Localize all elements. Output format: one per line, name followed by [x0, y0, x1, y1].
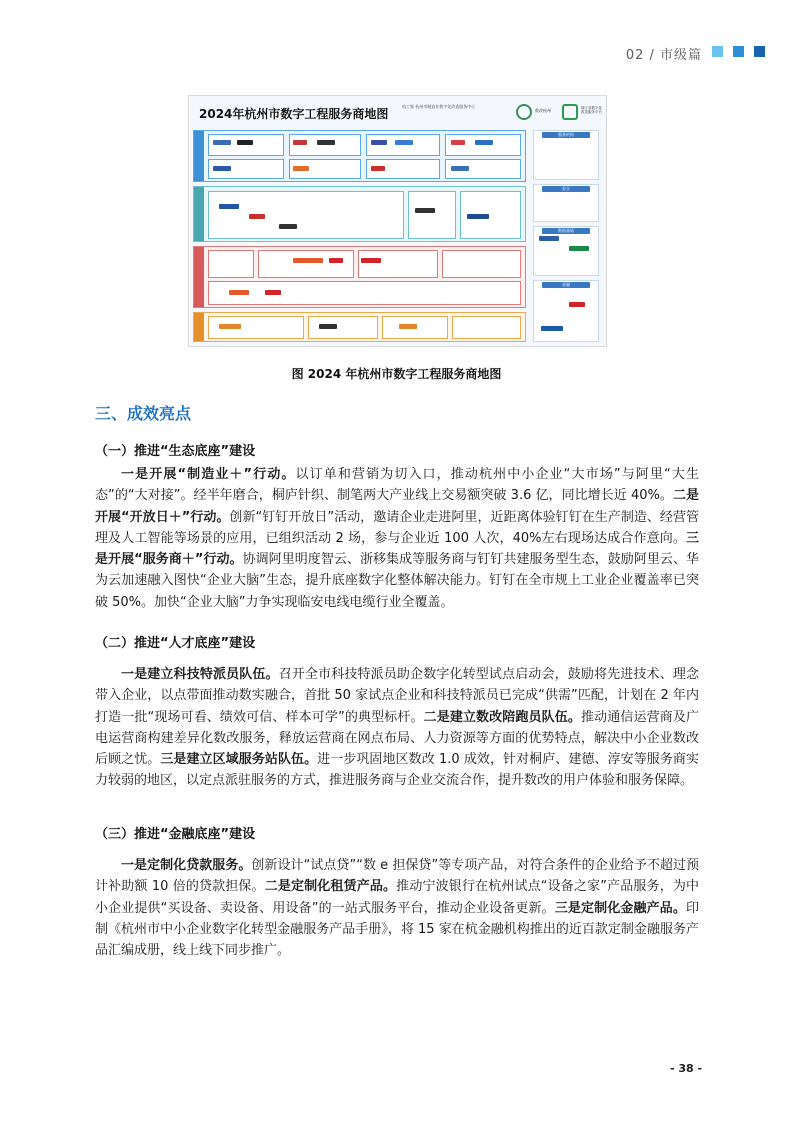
map-sub-box: [208, 191, 404, 239]
shugai-logo-icon: [516, 104, 532, 120]
map-sub-box: [366, 134, 440, 156]
body-text: 推动宁波银行在杭州试点“设备之家”产品服务，为中小企业提供“买设备、卖设备、用设备”的一站式服务平台，推动企业设备更新。: [95, 879, 699, 916]
company-logo-icon: [293, 140, 307, 145]
company-logo-icon: [329, 258, 343, 263]
bold-lead: 二是定制化租赁产品。: [264, 879, 397, 895]
paragraph-talent: [95, 664, 699, 792]
map-row-label: [194, 187, 204, 241]
subheading-finance: （三）推进“金融底座”建设: [95, 827, 256, 842]
body-text: 创新设计“试点贷”“数 e 担保贷”等专项产品，对符合条件的企业给予不超过预计补助额 10 倍的贷款担保。: [95, 858, 699, 895]
body-text: 进一步巩固地区数改 1.0 成效，针对桐庐、建德、淳安等服务商实力较弱的地区，以定点派驻服务的方式，推进服务商与企业交流合作，提升数改的用户体验和服务保障。: [95, 752, 699, 789]
paragraph-finance: [95, 855, 699, 961]
company-logo-icon: [265, 290, 281, 295]
company-logo-icon: [219, 204, 239, 209]
map-sub-box: [289, 134, 361, 156]
company-logo-icon: [361, 258, 381, 263]
bold-lead: 二是开展“开放日＋”行动。: [95, 488, 699, 525]
company-logo-icon: [395, 140, 413, 145]
map-sub-box: [208, 250, 254, 278]
page-number: - 38 -: [670, 1062, 703, 1075]
company-logo-icon: [475, 140, 493, 145]
map-side-column: [533, 226, 599, 276]
map-row-band: [193, 246, 526, 308]
map-sub-box: [452, 316, 521, 339]
company-logo-icon: [229, 290, 249, 295]
bold-lead: 一是建立科技特派员队伍。: [121, 667, 279, 682]
map-sub-box: [358, 250, 438, 278]
map-side-column: [533, 130, 599, 180]
company-logo-icon: [317, 140, 335, 145]
company-logo-icon: [293, 258, 323, 263]
map-sub-box: [208, 134, 284, 156]
section-title: 三、成效亮点: [95, 404, 192, 423]
section-label: 02 / 市级篇: [625, 48, 702, 63]
body-text: 协调阿里明度智云、浙移集成等服务商与钉钉共建服务型生态，鼓励阿里云、华为云加速融入图快“企业大脑”生态，提升底座数字化整体解决能力。钉钉在全市规上工业企业覆盖率已突破 50%。加快“企业大脑”力争实现临安电线电缆行业全覆盖。: [95, 552, 699, 610]
map-side-column: [533, 184, 599, 222]
body-text: 创新“钉钉开放日”活动，邀请企业走进阿里，近距离体验钉钉在生产制造、经营管理及人工智能等场景的应用，已组织活动 2 场，参与企业近 100 人次，40%左右现场达成合作意向。: [95, 509, 699, 546]
company-logo-icon: [319, 324, 337, 329]
map-row-label: [194, 247, 204, 307]
company-logo-icon: [237, 140, 253, 145]
figure-caption: 图 2024 年杭州市数字工程服务商地图: [291, 367, 502, 381]
map-row-band: [193, 312, 526, 342]
company-logo-icon: [569, 246, 589, 251]
company-logo-icon: [467, 214, 489, 219]
company-logo-icon: [371, 166, 385, 171]
company-logo-icon: [279, 224, 297, 229]
map-side-head: 安全: [542, 186, 590, 192]
platform-logo-icon: [562, 104, 578, 120]
bold-lead: 一是开展“制造业＋”行动。: [121, 467, 296, 482]
body-text: 召开全市科技特派员助企数字化转型试点启动会，鼓励将先进技术、理念带入企业，以点带面推动数实融合，首批 50 家试点企业和科技特派员已完成“供需”匹配，计划在 2 年内打造一批“现场可看、绩效可信、样本可学”的典型标杆。: [95, 667, 699, 725]
bold-lead: 二是建立数改陪跑员队伍。: [423, 709, 582, 725]
company-logo-icon: [213, 140, 231, 145]
map-side-column: [533, 280, 599, 342]
map-side-head: 数据基础: [542, 228, 590, 234]
bold-lead: 三是建立区域服务站队伍。: [160, 752, 318, 768]
map-title: 2024年杭州市数字工程服务商地图: [199, 107, 389, 121]
decor-square-light: [712, 46, 723, 57]
map-sub-box: [208, 281, 521, 305]
body-text: 印制《杭州市中小企业数字化转型金融服务产品手册》，将 15 家在杭金融机构推出的近百款定制金融服务产品汇编成册，线上线下同步推广。: [95, 900, 699, 959]
map-row-label: [194, 313, 204, 341]
map-logo-text: 数改杭州: [535, 108, 551, 113]
subheading-talent: （二）推进“人才底座”建设: [95, 636, 256, 651]
company-logo-icon: [249, 214, 265, 219]
company-logo-icon: [539, 236, 559, 241]
company-logo-icon: [569, 302, 585, 307]
map-logo-text2: 浙江省数字化改造服务平台: [581, 106, 602, 114]
company-logo-icon: [415, 208, 435, 213]
company-logo-icon: [399, 324, 417, 329]
body-text: 以订单和营销为切入口，推动杭州中小企业“大市场”与阿里“大生态”的“大对接”。经半年磨合，桐庐针织、制笔两大产业线上交易额突破 3.6 亿，同比增长近 40%。: [95, 467, 699, 504]
map-side-head: 服务机构: [542, 132, 590, 138]
map-sub-box: [408, 191, 456, 239]
subheading-ecosystem: （一）推进“生态底座”建设: [95, 444, 256, 459]
body-text: 推动通信运营商及广电运营商构建差异化数改服务，释放运营商在网点布局、人力资源等方面的优势特点，解决中小企业数改后顾之忧。: [95, 709, 699, 768]
company-logo-icon: [293, 166, 309, 171]
map-row-label: [194, 131, 204, 181]
paragraph-ecosystem: [95, 464, 699, 613]
bold-lead: 一是定制化贷款服务。: [121, 858, 252, 873]
company-logo-icon: [371, 140, 387, 145]
map-sub-box: [258, 250, 354, 278]
map-sub-box: [442, 250, 521, 278]
decor-square-mid: [733, 46, 744, 57]
map-sub-box: [445, 134, 521, 156]
company-logo-icon: [219, 324, 241, 329]
bold-lead: 三是定制化金融产品。: [554, 900, 686, 916]
map-row-band: [193, 130, 526, 182]
company-logo-icon: [451, 166, 469, 171]
decor-square-dark: [754, 46, 765, 57]
service-provider-map-image: [188, 95, 607, 347]
map-side-head: 金融: [542, 282, 590, 288]
company-logo-icon: [541, 326, 563, 331]
company-logo-icon: [213, 166, 231, 171]
map-org-text: 杭工集 杭州市制造业数字化改造服务中心: [402, 104, 476, 109]
bold-lead: 三是开展“服务商＋”行动。: [95, 530, 699, 568]
company-logo-icon: [451, 140, 465, 145]
